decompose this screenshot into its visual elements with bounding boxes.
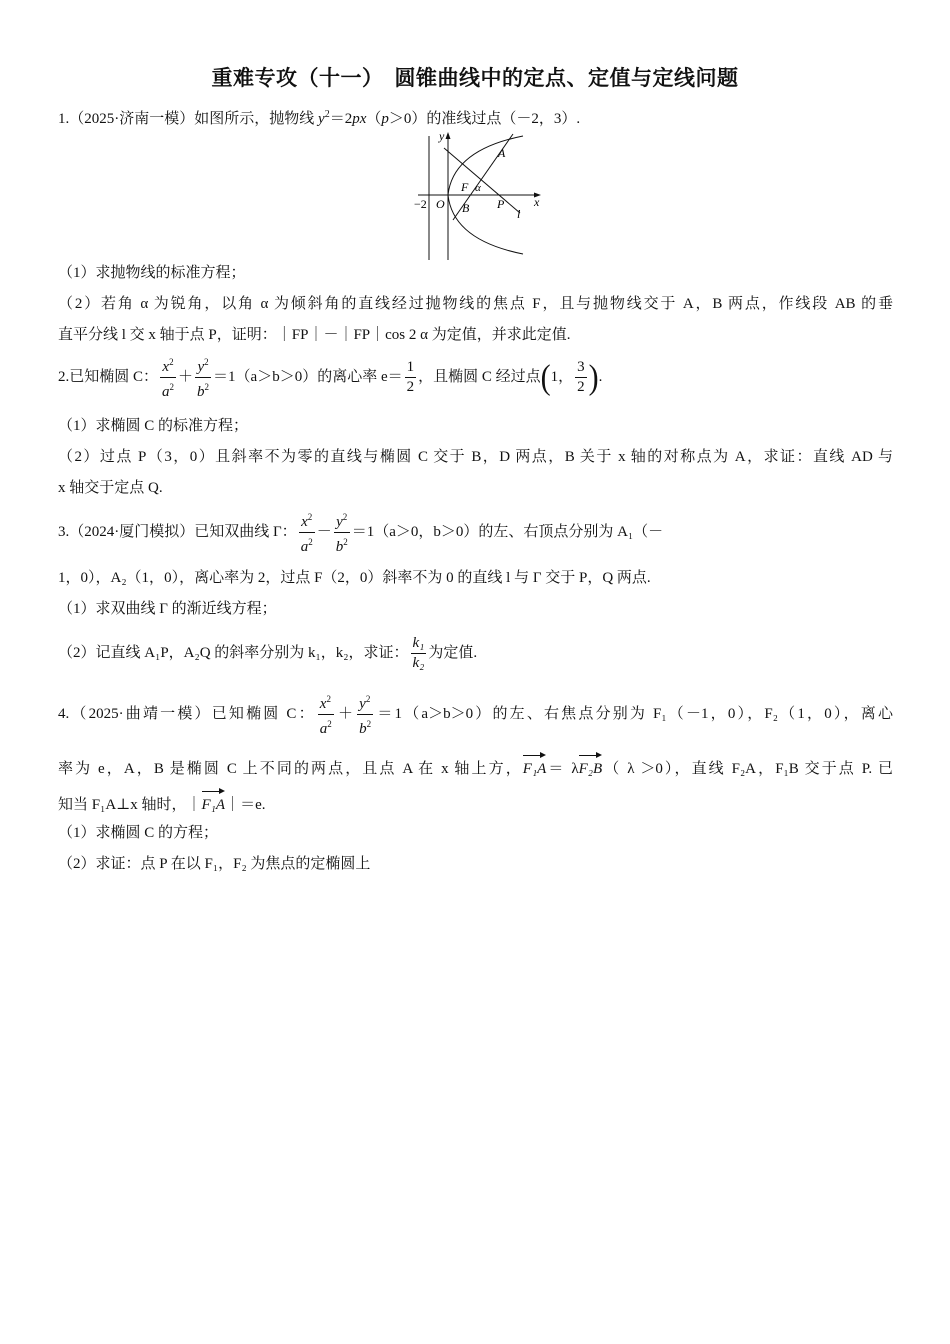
label-a: A <box>498 146 506 160</box>
q3-line2: 1，0），A₂（1，0），离心率为 2，过点 F（2，0）斜率不为 0 的直线 l 与 Γ 交于 P，Q 两点. <box>58 570 651 586</box>
q2-frac-e: $\frac{1}{2}$ <box>406 359 415 396</box>
q4-stem: 4.（2025·曲靖一模）已知椭圆 C： $\frac{x^2}{a^2}$ ＋ $\frac{y^2}{b^2}$ ＝1（a＞b＞0）的左、右焦点分别为 F₁（－1，0），F₂（1，0），离心 <box>58 690 893 739</box>
q3-frac-y: $\frac{y^2}{b^2}$ <box>334 508 350 557</box>
q4-frac-x: $\frac{x^2}{a^2}$ <box>318 690 334 739</box>
vector-f1a-norm: F₁A <box>202 788 226 816</box>
label-l: l <box>517 207 521 221</box>
y-axis-arrow <box>446 132 451 139</box>
parabola-figure <box>408 128 553 263</box>
page-title: 重难专攻（十一） 圆锥曲线中的定点、定值与定线问题 <box>211 66 739 90</box>
q3-part2: （2）记直线 A₁P，A₂Q 的斜率分别为 k₁，k₂，求证： $\frac{\text{k₁}}{\text{k₂}}$ 为定值. <box>58 635 478 672</box>
q2-part2-line1: （2）过点 P（3，0）且斜率不为零的直线与椭圆 C 交于 B，D 两点，B 关于 x 轴的对称点为 A，求证：直线 AD 与 <box>58 449 893 465</box>
q3-source: （2024·厦门模拟） <box>69 524 195 540</box>
q3-stem: 3.（2024·厦门模拟）已知双曲线 Γ： $\frac{x^2}{a^2}$ － $\frac{y^2}{b^2}$ ＝1（a＞0，b＞0）的左、右顶点分别为 A₁（－ <box>58 508 893 557</box>
label-b: B <box>462 201 470 215</box>
q2-part1: （1）求椭圆 C 的标准方程； <box>58 418 249 434</box>
label-p: P <box>497 197 505 211</box>
q4-source: （2025·曲靖一模） <box>69 706 212 722</box>
vector-f2b: F₂B <box>579 752 603 780</box>
q4-part2: （2）求证：点 P 在以 F₁，F₂ 为焦点的定椭圆上 <box>58 856 371 872</box>
label-x: x <box>534 195 540 209</box>
q2-stem: 2.已知椭圆 C： $\frac{x^2}{a^2}$ ＋ $\frac{y^2}{b^2}$ ＝1（a＞b＞0）的离心率 e＝ $\frac{1}{2}$ ，且椭圆 C 经过点(1， $\frac{3}{2}$ ). <box>58 353 893 402</box>
q1-source: （2025·济南一模） <box>69 111 195 127</box>
q2-part2-line2: x 轴交于定点 Q. <box>58 480 163 496</box>
q2-frac-y: $\frac{y^2}{b^2}$ <box>195 353 211 402</box>
bisector-l <box>444 148 520 213</box>
label-f: F <box>461 180 469 194</box>
q1-part1: （1）求抛物线的标准方程； <box>58 265 246 281</box>
q2-frac-point: $\frac{3}{2}$ <box>577 359 585 396</box>
q1-stem: 1.（2025·济南一模）如图所示，抛物线 $y^2=2px(p>0)$的准线过点（－2，3）. <box>58 109 581 127</box>
label-neg2: −2 <box>414 197 427 211</box>
q3-part1: （1）求双曲线 Γ 的渐近线方程； <box>58 601 277 617</box>
q1-part2-line2: 直平分线 l 交 x 轴于点 P，证明：｜FP｜－｜FP｜cos 2 α 为定值，并求此定值. <box>58 327 571 343</box>
q1-part2-line1: （2）若角 α 为锐角，以角 α 为倾斜角的直线经过抛物线的焦点 F，且与抛物线交于 A，B 两点，作线段 AB 的垂 <box>58 296 893 312</box>
q3-frac-x: $\frac{x^2}{a^2}$ <box>299 508 315 557</box>
label-y: y <box>439 129 445 143</box>
q3-frac-k: $\frac{\text{k₁}}{\text{k₂}}$ <box>412 635 425 672</box>
q2-frac-x: $\frac{x^2}{a^2}$ <box>160 353 176 402</box>
q4-line2: 率为 e，A，B 是椭圆 C 上不同的两点，且点 A 在 x 轴上方，F₁A＝ λF₂B（ λ ＞0），直线 F₂A，F₁B 交于点 P. 已 <box>58 752 893 780</box>
q4-frac-y: $\frac{y^2}{b^2}$ <box>357 690 373 739</box>
q4-line3: 知当 F₁A⊥x 轴时，｜F₁A｜＝e. <box>58 788 893 816</box>
label-alpha: α <box>475 182 481 194</box>
q4-part1: （1）求椭圆 C 的方程； <box>58 825 219 841</box>
vector-f1a: F₁A <box>523 752 547 780</box>
label-o: O <box>436 197 445 211</box>
